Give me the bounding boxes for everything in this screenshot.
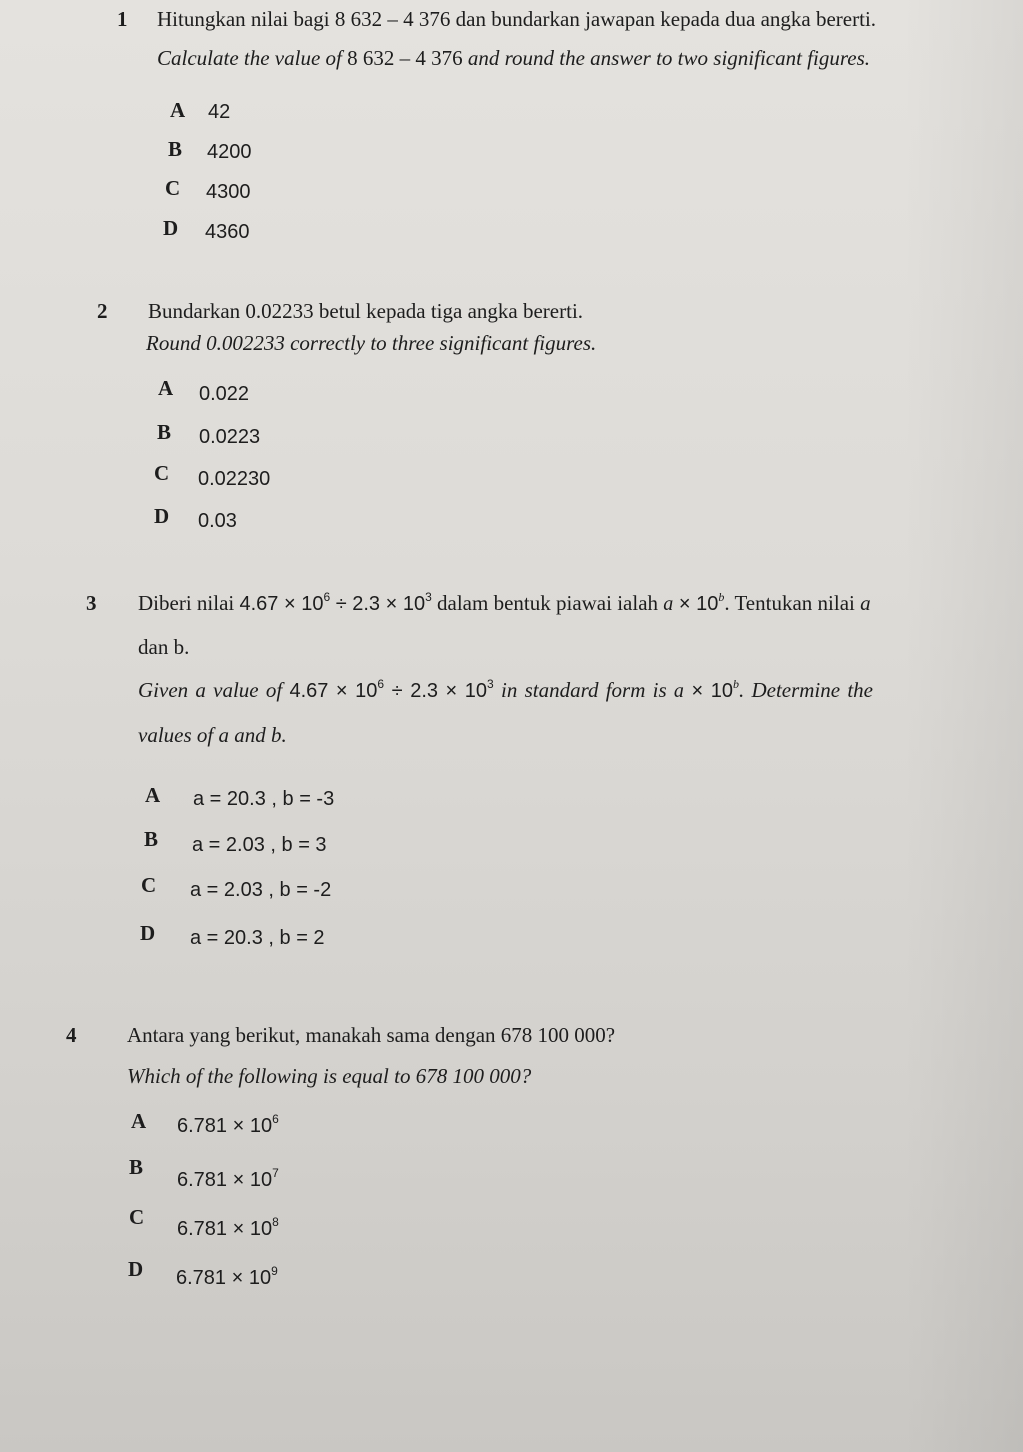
option-letter-a: A [145,783,161,807]
option-letter-d: D [128,1257,144,1281]
option-letter-c: C [165,176,181,200]
question-number: 2 [97,299,108,323]
option-letter-d: D [140,921,156,945]
option-b: 4200 [207,141,252,163]
option-letter-a: A [170,98,186,122]
question-text-malay-line2: dan b. [138,635,190,659]
option-a: $6.781 \times 10^6$ [177,1112,279,1137]
option-b: $6.781 \times 10^7$ [177,1166,279,1191]
option-c: 4300 [206,181,251,203]
option-a: 42 [208,101,231,123]
question-text-english: Given a value of $4.67 \times 10^6 \div 2.3 \times 10^3$ in standard form is $a \times 10^b$. Determine the [138,677,873,702]
option-c: 0.02230 [198,468,271,490]
option-c: a = 2.03 , b = -2 [190,879,332,901]
page-shadow [903,0,1023,1452]
option-b: a = 2.03 , b = 3 [192,834,327,856]
option-letter-c: C [154,461,170,485]
question-text-malay: Bundarkan 0.02233 betul kepada tiga angka bererti. [148,299,584,323]
option-letter-d: D [163,216,179,240]
option-letter-b: B [129,1155,144,1179]
question-text-english: Calculate the value of 8 632 – 4 376 and round the answer to two significant figures. [157,46,870,70]
question-text-malay: Antara yang berikut, manakah sama dengan 678 100 000? [127,1023,616,1047]
option-b: 0.0223 [199,426,261,448]
option-letter-b: B [144,827,159,851]
option-d: 0.03 [198,510,237,532]
option-d: 4360 [205,221,250,243]
option-letter-c: C [129,1205,145,1229]
option-letter-a: A [158,376,174,400]
option-letter-b: B [168,137,183,161]
question-text-english: Round 0.002233 correctly to three significant figures. [146,331,597,355]
option-d: $6.781 \times 10^9$ [176,1264,278,1289]
option-a: 0.022 [199,383,250,405]
option-d: a = 20.3 , b = 2 [190,927,325,949]
option-letter-b: B [157,420,172,444]
question-text-english: Which of the following is equal to 678 100 000? [127,1064,532,1088]
question-number: 1 [117,7,128,31]
option-letter-d: D [154,504,170,528]
option-a: a = 20.3 , b = -3 [193,788,335,810]
question-text-english-line2: values of a and b. [138,723,287,747]
question-text-malay: Hitungkan nilai bagi 8 632 – 4 376 dan bundarkan jawapan kepada dua angka bererti. [157,7,877,31]
question-number: 3 [86,591,97,615]
question-text-malay: Diberi nilai $4.67 \times 10^6 \div 2.3 \times 10^3$ dalam bentuk piawai ialah $a \times 10^b$. Tentukan nilai a [138,590,871,615]
option-letter-a: A [131,1109,147,1133]
option-c: $6.781 \times 10^8$ [177,1215,279,1240]
question-number: 4 [66,1023,77,1047]
option-letter-c: C [141,873,157,897]
